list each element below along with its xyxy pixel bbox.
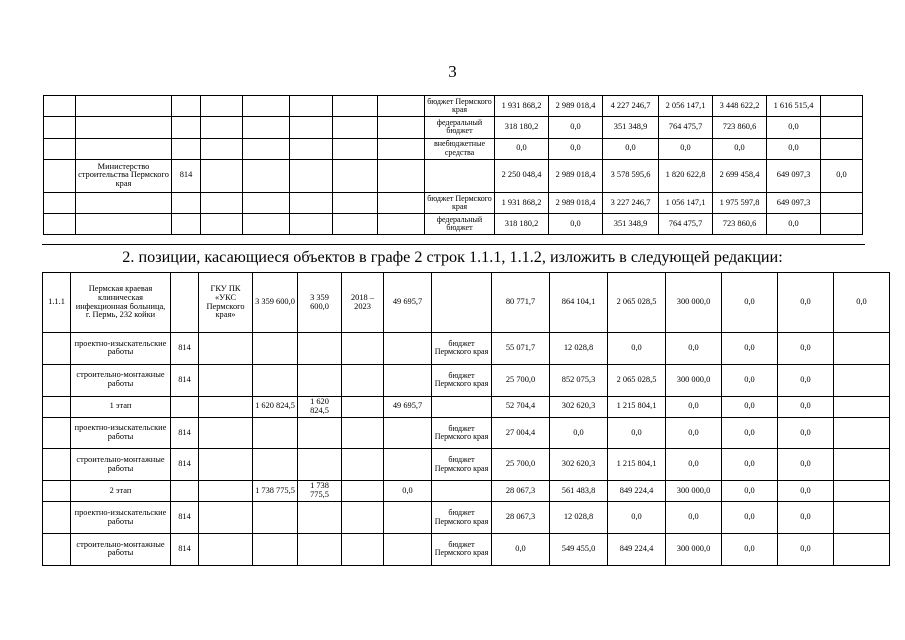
funding-source-cell — [425, 159, 495, 192]
row-name-cell — [76, 138, 172, 159]
row-name-cell: строительно-монтажные работы — [71, 449, 171, 481]
extra-value-cell — [821, 117, 863, 138]
value-cell: 561 483,8 — [550, 481, 608, 502]
value-cell: 0,0 — [834, 273, 890, 333]
value-cell: 12 028,8 — [550, 502, 608, 534]
empty-cell — [378, 214, 425, 235]
cost-cell: 1 620 824,5 — [298, 396, 342, 417]
value-cell: 300 000,0 — [666, 273, 722, 333]
customer-cell — [199, 449, 253, 481]
period-cell — [342, 364, 384, 396]
period-cell — [342, 502, 384, 534]
cost-cell — [298, 333, 342, 365]
row-number-cell — [43, 417, 71, 449]
table-row — [44, 138, 863, 159]
value-cell: 302 620,3 — [550, 396, 608, 417]
code-cell — [172, 214, 201, 235]
value-cell: 28 067,3 — [492, 481, 550, 502]
empty-cell — [378, 159, 425, 192]
code-cell — [171, 273, 199, 333]
value-cell: 1 931 868,2 — [495, 192, 549, 213]
value-cell: 28 067,3 — [492, 502, 550, 534]
row-name-cell: проектно-изыскательские работы — [71, 417, 171, 449]
customer-cell — [199, 364, 253, 396]
funding-source-cell — [432, 396, 492, 417]
value-cell: 25 700,0 — [492, 449, 550, 481]
value-cell: 0,0 — [666, 396, 722, 417]
customer-cell — [199, 396, 253, 417]
value-cell: 0,0 — [549, 214, 603, 235]
extra-value-cell — [821, 96, 863, 117]
value-cell: 0,0 — [666, 449, 722, 481]
prev-financing-cell: 0,0 — [384, 481, 432, 502]
funding-source-cell — [432, 273, 492, 333]
cost-cell: 1 620 824,5 — [253, 396, 298, 417]
empty-cell — [290, 96, 333, 117]
cost-cell — [253, 502, 298, 534]
value-cell: 0,0 — [778, 364, 834, 396]
table-row — [44, 159, 863, 192]
funding-source-cell: бюджет Пермского края — [432, 502, 492, 534]
value-cell: 2 065 028,5 — [608, 273, 666, 333]
value-cell: 25 700,0 — [492, 364, 550, 396]
cost-cell — [298, 417, 342, 449]
code-cell — [172, 96, 201, 117]
period-cell: 2018 – 2023 — [342, 273, 384, 333]
code-cell: 814 — [171, 417, 199, 449]
row-name-cell: строительно-монтажные работы — [71, 533, 171, 565]
value-cell: 549 455,0 — [550, 533, 608, 565]
cost-cell: 1 738 775,5 — [298, 481, 342, 502]
value-cell: 0,0 — [778, 396, 834, 417]
extra-value-cell — [821, 138, 863, 159]
row-name-cell — [76, 214, 172, 235]
value-cell: 0,0 — [550, 417, 608, 449]
value-cell: 0,0 — [778, 449, 834, 481]
value-cell: 318 180,2 — [495, 117, 549, 138]
value-cell: 2 989 018,4 — [549, 192, 603, 213]
value-cell: 318 180,2 — [495, 214, 549, 235]
value-cell: 0,0 — [767, 117, 821, 138]
value-cell: 764 475,7 — [659, 117, 713, 138]
row-number-cell — [44, 159, 76, 192]
value-cell: 0,0 — [778, 502, 834, 534]
empty-cell — [201, 138, 243, 159]
code-cell: 814 — [171, 449, 199, 481]
row-name-cell — [76, 96, 172, 117]
value-cell: 0,0 — [549, 138, 603, 159]
extra-value-cell — [834, 481, 890, 502]
empty-cell — [378, 138, 425, 159]
value-cell: 4 227 246,7 — [603, 96, 659, 117]
value-cell: 2 989 018,4 — [549, 159, 603, 192]
cost-cell — [298, 364, 342, 396]
value-cell: 0,0 — [722, 333, 778, 365]
value-cell: 2 699 458,4 — [713, 159, 767, 192]
row-name-cell — [76, 192, 172, 213]
value-cell: 0,0 — [713, 138, 767, 159]
empty-cell — [333, 159, 378, 192]
value-cell: 0,0 — [666, 333, 722, 365]
page-number: 3 — [448, 62, 457, 81]
prev-financing-cell: 49 695,7 — [384, 396, 432, 417]
value-cell: 649 097,3 — [767, 159, 821, 192]
value-cell: 0,0 — [778, 273, 834, 333]
funding-source-cell: бюджет Пермского края — [432, 333, 492, 365]
funding-source-cell: бюджет Пермского края — [425, 96, 495, 117]
prev-financing-cell: 49 695,7 — [384, 273, 432, 333]
value-cell: 1 215 804,1 — [608, 449, 666, 481]
value-cell: 2 056 147,1 — [659, 96, 713, 117]
value-cell: 3 448 622,2 — [713, 96, 767, 117]
code-cell: 814 — [171, 533, 199, 565]
empty-cell — [290, 138, 333, 159]
empty-cell — [378, 117, 425, 138]
table-row — [44, 192, 863, 213]
table-row — [44, 96, 863, 117]
value-cell: 0,0 — [659, 138, 713, 159]
value-cell: 2 989 018,4 — [549, 96, 603, 117]
row-number-cell — [44, 138, 76, 159]
extra-value-cell — [834, 417, 890, 449]
row-number-cell — [43, 396, 71, 417]
value-cell: 723 860,6 — [713, 214, 767, 235]
customer-cell: ГКУ ПК «УКС Пермского края» — [199, 273, 253, 333]
funding-source-cell: бюджет Пермского края — [432, 364, 492, 396]
cost-cell — [253, 449, 298, 481]
cost-cell — [298, 533, 342, 565]
value-cell: 0,0 — [492, 533, 550, 565]
instruction-text: 2. позиции, касающиеся объектов в графе 2 строк 1.1.1, 1.1.2, изложить в следующей редакции: — [122, 248, 783, 266]
table-divider — [42, 244, 865, 245]
row-number-cell — [44, 192, 76, 213]
value-cell: 0,0 — [722, 417, 778, 449]
object-title-cell: Пермская краевая клиническая инфекционная больница, г. Пермь, 232 койки — [71, 273, 171, 333]
row-name-cell: строительно-монтажные работы — [71, 364, 171, 396]
empty-cell — [290, 192, 333, 213]
row-name-cell: 1 этап — [71, 396, 171, 417]
table-row — [43, 449, 890, 481]
funding-source-cell: бюджет Пермского края — [432, 417, 492, 449]
row-name-cell — [76, 117, 172, 138]
value-cell: 649 097,3 — [767, 192, 821, 213]
empty-cell — [333, 138, 378, 159]
empty-cell — [243, 214, 290, 235]
value-cell: 300 000,0 — [666, 481, 722, 502]
extra-value-cell — [821, 192, 863, 213]
empty-cell — [290, 117, 333, 138]
row-number-cell — [44, 117, 76, 138]
value-cell: 3 227 246,7 — [603, 192, 659, 213]
extra-value-cell — [821, 214, 863, 235]
table-row — [43, 364, 890, 396]
row-number-cell — [43, 481, 71, 502]
extra-value-cell — [834, 449, 890, 481]
value-cell: 3 578 595,6 — [603, 159, 659, 192]
object-row — [43, 273, 890, 333]
code-cell — [171, 481, 199, 502]
extra-value-cell — [834, 364, 890, 396]
table-row — [43, 533, 890, 565]
empty-cell — [333, 192, 378, 213]
period-cell — [342, 396, 384, 417]
funding-source-cell: внебюджетные средства — [425, 138, 495, 159]
empty-cell — [243, 96, 290, 117]
row-name-cell: проектно-изыскательские работы — [71, 502, 171, 534]
empty-cell — [333, 214, 378, 235]
phase-row — [43, 396, 890, 417]
value-cell: 2 065 028,5 — [608, 364, 666, 396]
empty-cell — [201, 159, 243, 192]
period-cell — [342, 533, 384, 565]
empty-cell — [378, 192, 425, 213]
table-row — [43, 417, 890, 449]
row-number-cell — [43, 333, 71, 365]
value-cell: 351 348,9 — [603, 117, 659, 138]
period-cell — [342, 481, 384, 502]
value-cell: 1 056 147,1 — [659, 192, 713, 213]
value-cell: 80 771,7 — [492, 273, 550, 333]
empty-cell — [243, 159, 290, 192]
row-number-cell — [43, 449, 71, 481]
value-cell: 0,0 — [608, 333, 666, 365]
value-cell: 1 931 868,2 — [495, 96, 549, 117]
value-cell: 852 075,3 — [550, 364, 608, 396]
period-cell — [342, 449, 384, 481]
empty-cell — [201, 192, 243, 213]
customer-cell — [199, 481, 253, 502]
prev-financing-cell — [384, 449, 432, 481]
empty-cell — [201, 117, 243, 138]
value-cell: 0,0 — [722, 364, 778, 396]
value-cell: 300 000,0 — [666, 533, 722, 565]
value-cell: 351 348,9 — [603, 214, 659, 235]
table-row — [44, 214, 863, 235]
value-cell: 0,0 — [778, 481, 834, 502]
prev-financing-cell — [384, 333, 432, 365]
empty-cell — [243, 138, 290, 159]
value-cell: 0,0 — [778, 533, 834, 565]
value-cell: 52 704,4 — [492, 396, 550, 417]
code-cell: 814 — [172, 159, 201, 192]
row-name-cell: Министерство строительства Пермского края — [76, 159, 172, 192]
empty-cell — [201, 96, 243, 117]
value-cell: 0,0 — [722, 273, 778, 333]
value-cell: 0,0 — [666, 502, 722, 534]
value-cell: 723 860,6 — [713, 117, 767, 138]
value-cell: 1 215 804,1 — [608, 396, 666, 417]
empty-cell — [290, 159, 333, 192]
value-cell: 0,0 — [778, 417, 834, 449]
value-cell: 0,0 — [495, 138, 549, 159]
value-cell: 0,0 — [722, 396, 778, 417]
funding-source-cell: федеральный бюджет — [425, 117, 495, 138]
code-cell: 814 — [171, 502, 199, 534]
value-cell: 764 475,7 — [659, 214, 713, 235]
code-cell — [171, 396, 199, 417]
customer-cell — [199, 502, 253, 534]
cost-cell — [253, 333, 298, 365]
value-cell: 1 975 597,8 — [713, 192, 767, 213]
row-name-cell: 2 этап — [71, 481, 171, 502]
value-cell: 0,0 — [722, 481, 778, 502]
funding-source-cell — [432, 481, 492, 502]
value-cell: 864 104,1 — [550, 273, 608, 333]
value-cell: 0,0 — [549, 117, 603, 138]
row-number-cell — [43, 364, 71, 396]
row-number-cell — [44, 96, 76, 117]
cost-cell: 1 738 775,5 — [253, 481, 298, 502]
extra-value-cell: 0,0 — [821, 159, 863, 192]
table-row — [43, 333, 890, 365]
value-cell: 0,0 — [767, 214, 821, 235]
value-cell: 12 028,8 — [550, 333, 608, 365]
extra-value-cell — [834, 333, 890, 365]
cost-cell — [253, 364, 298, 396]
empty-cell — [333, 96, 378, 117]
row-name-cell: проектно-изыскательские работы — [71, 333, 171, 365]
value-cell: 0,0 — [722, 502, 778, 534]
value-cell: 0,0 — [767, 138, 821, 159]
value-cell: 0,0 — [608, 502, 666, 534]
customer-cell — [199, 417, 253, 449]
code-cell — [172, 192, 201, 213]
value-cell: 849 224,4 — [608, 481, 666, 502]
value-cell: 55 071,7 — [492, 333, 550, 365]
row-number-cell — [43, 533, 71, 565]
value-cell: 0,0 — [778, 333, 834, 365]
value-cell: 0,0 — [722, 449, 778, 481]
value-cell: 0,0 — [603, 138, 659, 159]
extra-value-cell — [834, 533, 890, 565]
code-cell — [172, 117, 201, 138]
cost-cell — [253, 417, 298, 449]
funding-source-cell: бюджет Пермского края — [425, 192, 495, 213]
period-cell — [342, 333, 384, 365]
code-cell: 814 — [171, 333, 199, 365]
cost-cell — [298, 449, 342, 481]
row-number-cell — [43, 502, 71, 534]
prev-financing-cell — [384, 417, 432, 449]
value-cell: 300 000,0 — [666, 364, 722, 396]
period-cell — [342, 417, 384, 449]
value-cell: 2 250 048,4 — [495, 159, 549, 192]
value-cell: 849 224,4 — [608, 533, 666, 565]
code-cell — [172, 138, 201, 159]
prev-financing-cell — [384, 533, 432, 565]
empty-cell — [201, 214, 243, 235]
value-cell: 0,0 — [722, 533, 778, 565]
phase-row — [43, 481, 890, 502]
object-table — [42, 272, 890, 566]
prev-financing-cell — [384, 502, 432, 534]
row-number-cell — [44, 214, 76, 235]
value-cell: 0,0 — [608, 417, 666, 449]
customer-cell — [199, 533, 253, 565]
table-row — [44, 117, 863, 138]
cost-cell: 3 359 600,0 — [298, 273, 342, 333]
budget-summary-table — [43, 95, 863, 235]
value-cell: 302 620,3 — [550, 449, 608, 481]
empty-cell — [333, 117, 378, 138]
cost-cell — [253, 533, 298, 565]
empty-cell — [243, 117, 290, 138]
empty-cell — [290, 214, 333, 235]
funding-source-cell: бюджет Пермского края — [432, 533, 492, 565]
row-number-cell: 1.1.1 — [43, 273, 71, 333]
funding-source-cell: федеральный бюджет — [425, 214, 495, 235]
table-row — [43, 502, 890, 534]
value-cell: 1 616 515,4 — [767, 96, 821, 117]
funding-source-cell: бюджет Пермского края — [432, 449, 492, 481]
extra-value-cell — [834, 502, 890, 534]
code-cell: 814 — [171, 364, 199, 396]
value-cell: 0,0 — [666, 417, 722, 449]
customer-cell — [199, 333, 253, 365]
extra-value-cell — [834, 396, 890, 417]
value-cell: 27 004,4 — [492, 417, 550, 449]
empty-cell — [378, 96, 425, 117]
cost-cell: 3 359 600,0 — [253, 273, 298, 333]
prev-financing-cell — [384, 364, 432, 396]
cost-cell — [298, 502, 342, 534]
empty-cell — [243, 192, 290, 213]
value-cell: 1 820 622,8 — [659, 159, 713, 192]
